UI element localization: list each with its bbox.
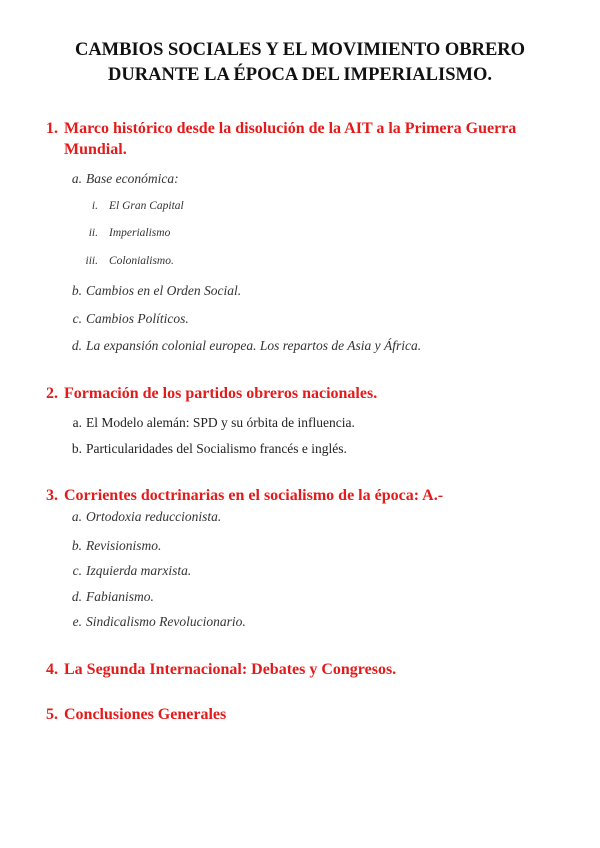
section-number: 4. <box>46 661 58 678</box>
section-title: La Segunda Internacional: Debates y Congresos. <box>64 661 397 678</box>
item-label: d. <box>71 338 82 353</box>
item-label: d. <box>71 589 82 604</box>
item-text: Cambios Políticos. <box>86 311 189 326</box>
section-title: Marco histórico desde la disolución de la AIT a la Primera Guerra Mundial. <box>64 120 517 158</box>
item-label: c. <box>72 563 82 578</box>
document-title-line-2: DURANTE LA ÉPOCA DEL IMPERIALISMO. <box>108 65 492 85</box>
item-text: Revisionismo. <box>86 538 162 553</box>
item-label: b. <box>71 441 82 456</box>
section-number: 1. <box>46 120 58 137</box>
item-text: El Modelo alemán: SPD y su órbita de influencia. <box>86 415 355 430</box>
item-text: Sindicalismo Revolucionario. <box>86 614 246 629</box>
item-text: Fabianismo. <box>86 589 154 604</box>
section-5-heading <box>46 704 556 725</box>
subitem-text: Colonialismo. <box>109 255 174 267</box>
item-text: Izquierda marxista. <box>86 563 192 578</box>
section-4-heading <box>46 659 556 680</box>
document-title <box>0 38 600 88</box>
section-title: Corrientes doctrinarias en el socialismo de la época: A.- <box>64 487 444 504</box>
item-label: c. <box>72 311 82 326</box>
section-1-heading <box>46 118 556 160</box>
item-text: La expansión colonial europea. Los repartos de Asia y África. <box>86 338 422 353</box>
subitem-text: El Gran Capital <box>109 200 184 212</box>
item-label: a. <box>71 171 82 186</box>
item-text: Base económica: <box>86 171 179 186</box>
item-text: Cambios en el Orden Social. <box>86 283 242 298</box>
section-2-heading <box>46 383 556 404</box>
document-title-line-1: CAMBIOS SOCIALES Y EL MOVIMIENTO OBRERO <box>74 40 526 60</box>
section-title: Conclusiones Generales <box>64 706 227 723</box>
item-label: e. <box>72 614 82 629</box>
item-label: a. <box>72 415 82 430</box>
subitem-label: iii. <box>85 255 98 267</box>
item-text: Ortodoxia reduccionista. <box>86 509 222 524</box>
section-number: 5. <box>46 706 58 723</box>
subitem-label: ii. <box>88 227 98 239</box>
section-3-heading <box>46 485 556 506</box>
section-title: Formación de los partidos obreros nacionales. <box>64 385 378 402</box>
subitem-label: i. <box>91 200 98 212</box>
item-label: b. <box>71 538 82 553</box>
subitem-text: Imperialismo <box>109 227 171 239</box>
item-label: b. <box>71 283 82 298</box>
section-number: 2. <box>46 385 58 402</box>
section-number: 3. <box>46 487 58 504</box>
item-text: Particularidades del Socialismo francés e inglés. <box>86 441 347 456</box>
item-label: a. <box>71 509 82 524</box>
